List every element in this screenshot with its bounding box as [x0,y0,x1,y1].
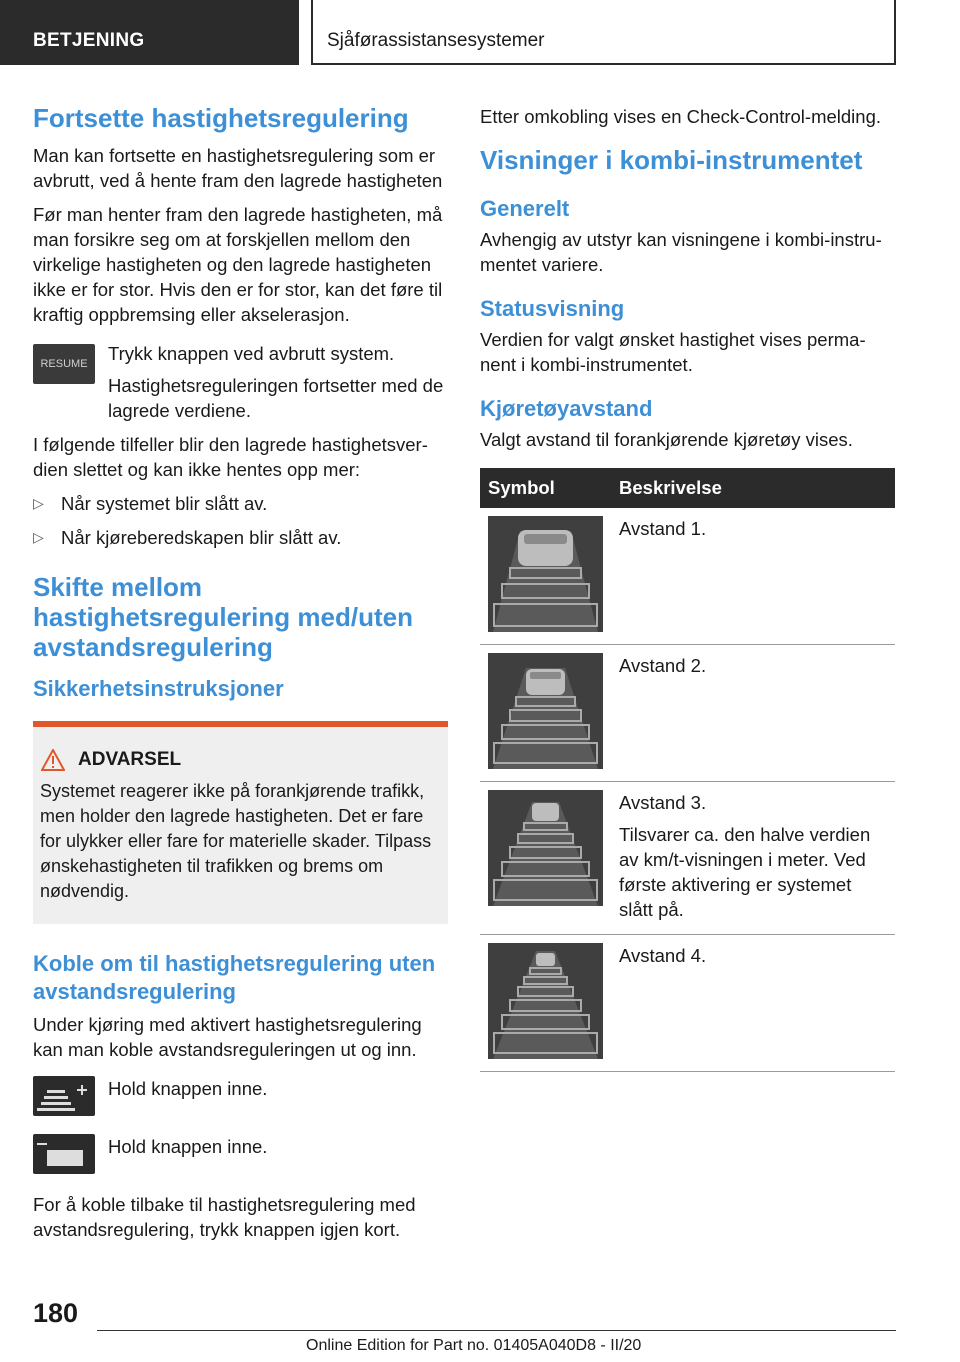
resume-step [33,341,448,423]
description-cell [611,935,895,1072]
warning-triangle-icon [41,749,65,771]
triangle-bullet-icon: ▷ [33,495,44,511]
heading-koble: Koble om til hastighetsregulering uten avstandsregulering [33,951,436,1004]
paragraph-cases: I følgende tilfeller blir den lagrede hastighetsverdien slettet og kan ikke hentes opp mer: [33,434,428,480]
heading-visninger: Visninger i kombi-instrumentet [480,145,863,175]
description-text: Avstand 1. [619,518,707,539]
symbol-cell [480,508,611,645]
hold-step-1 [33,1076,448,1126]
resume-button-image [33,344,95,384]
warning-title: ADVARSEL [78,749,182,770]
table-header-description: Beskrivelse [611,468,895,508]
paragraph-warning-note: Før man henter fram den lagrede hastigheten, må man forsikre seg om at forskjellen mellom den virkelige hastigheten og den lagrede hastigheten ikke er for stor. Hvis den er for stor, kan det føre til kraftig oppbremsing eller akselerasjon. [33,204,443,325]
distance-1-icon [488,516,603,632]
description-cell [611,508,895,645]
resume-label: RESUME [40,358,88,370]
page-number: 180 [33,1298,79,1328]
paragraph-etter: Etter omkobling vises en Check-Control-melding. [480,106,882,127]
distance-4-icon [488,943,603,1059]
paragraph-koble-tilbake: For å koble tilbake til hastighetsregulering med avstandsregulering, trykk knappen igjen kort. [33,1194,416,1240]
edition-text: Online Edition for Part no. 01405A040D8 - II/20 [306,1337,642,1354]
resume-result-a [108,373,448,423]
footer-divider [97,1330,896,1331]
distance-2-icon [488,653,603,769]
symbol-cell [480,935,611,1072]
resume-result-text: Hastighetsreguleringen fortsetter med de lagrede verdiene. [108,375,444,421]
paragraph-intro: Man kan fortsette en hastighetsregulering som er avbrutt, ved å hente fram den lagrede hastigheten [33,145,443,191]
list-item [33,491,448,516]
resume-step-text: Trykk knappen ved avbrutt system. [108,343,395,364]
paragraph-koble: Under kjøring med aktivert hastighetsregulering kan man koble avstandsreguleringen ut og inn. [33,1014,422,1060]
list-item-text: Når systemet blir slått av. [61,493,268,514]
warning-box [33,721,448,924]
description-extra: Tilsvarer ca. den halve verdien av km/t-visningen i meter. Ved første aktivering er systemet slått på. [619,824,871,920]
left-column [33,100,448,1242]
triangle-bullet-icon: ▷ [33,529,44,545]
list-item [33,525,448,550]
table-row [480,645,895,782]
distance-minus-icon [33,1134,95,1174]
heading-status: Statusvisning [480,296,625,321]
table-row [480,782,895,935]
case-list [33,491,448,550]
paragraph-status: Verdien for valgt ønsket hastighet vises permanent i kombi-instrumentet. [480,329,866,375]
hold-step-1-text: Hold knappen inne. [108,1078,268,1099]
table-header-symbol: Symbol [480,468,611,508]
paragraph-kjoretoy: Valgt avstand til forankjørende kjøretøy vises. [480,429,853,450]
table-row [480,508,895,645]
table-header-row [480,468,895,508]
heading-generelt: Generelt [480,196,570,221]
description-cell [611,645,895,782]
hold-step-2 [33,1134,448,1184]
section-tab [0,0,299,65]
distance-table [480,468,895,1072]
heading-fortsette: Fortsette hastighetsregulering [33,103,409,133]
section-label: BETJENING [33,30,145,51]
description-text: Avstand 4. [619,945,707,966]
chapter-label: Sjåførassistansesystemer [327,30,545,51]
distance-minus-button-image [33,1134,95,1174]
symbol-cell [480,782,611,935]
description-cell [611,782,895,935]
hold-step-2-text: Hold knappen inne. [108,1136,268,1157]
heading-skifte: Skifte mellom hastighetsregulering med/uten avstandsregulering [33,572,413,662]
table-row [480,935,895,1072]
list-item-text: Når kjøreberedskapen blir slått av. [61,527,342,548]
paragraph-generelt: Avhengig av utstyr kan visningene i kombi-instrumentet variere. [480,229,882,275]
distance-plus-button-image [33,1076,95,1116]
chapter-tab [311,0,896,65]
description-text: Avstand 2. [619,655,707,676]
distance-plus-icon [33,1076,95,1116]
right-column [480,104,895,1072]
distance-3-icon [488,790,603,906]
warning-text: Systemet reagerer ikke på forankjørende trafikk, men holder den lagrede hastigheten. Det er fare for ulykker eller fare for materielle skader. Tilpass ønskehastigheten til trafikken og brems om nødvendig. [40,781,432,901]
symbol-cell [480,645,611,782]
heading-sikkerhet: Sikkerhetsinstruksjoner [33,676,284,701]
heading-kjoretoy: Kjøretøyavstand [480,396,653,421]
description-text: Avstand 3. [619,792,707,813]
